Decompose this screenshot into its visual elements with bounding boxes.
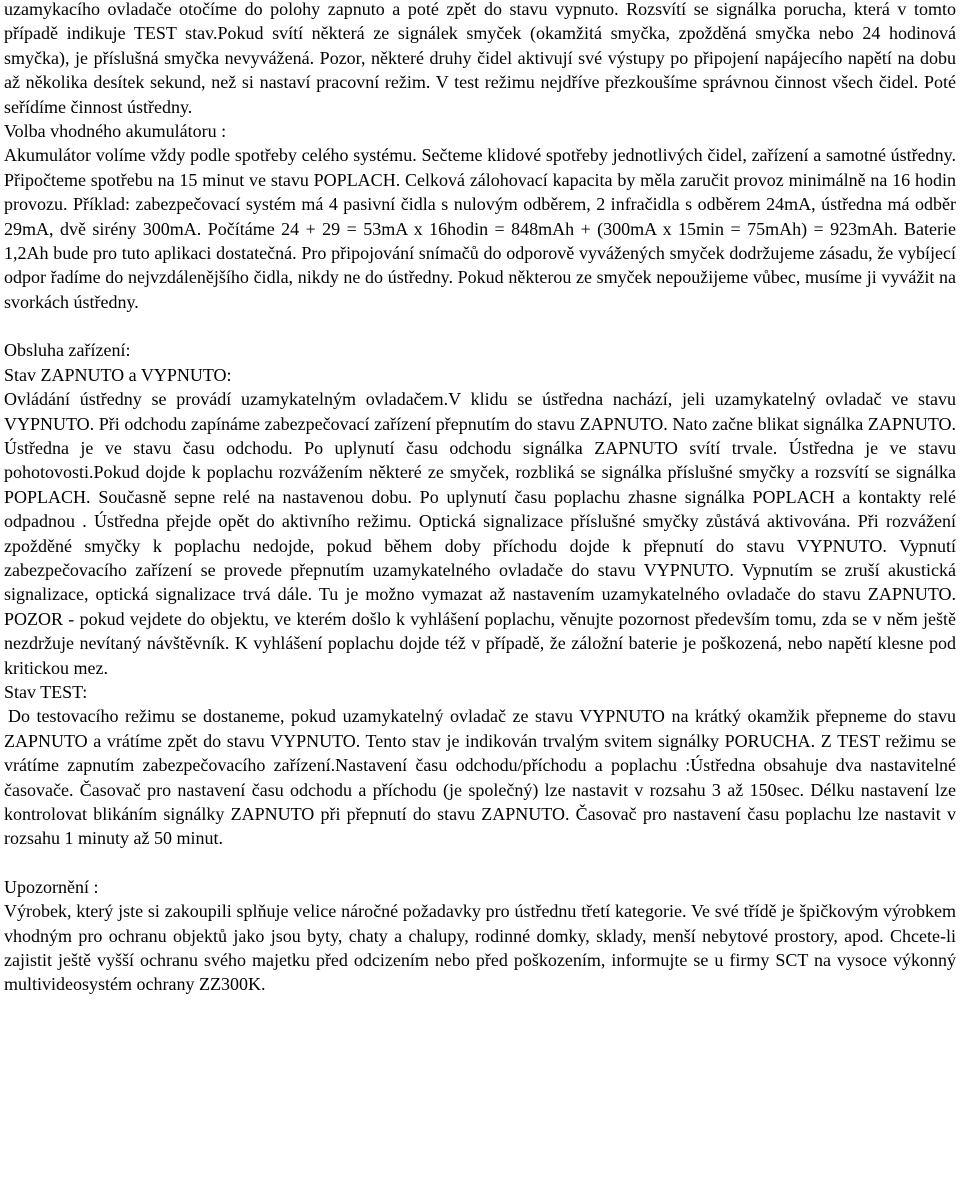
notice-heading: Upozornění : [4,876,99,897]
operation-heading: Obsluha zařízení: [4,340,131,361]
battery-heading: Volba vhodného akumulátoru : [4,121,227,142]
section-spacer [4,851,956,875]
test-subheading: Stav TEST: [4,681,88,702]
test-paragraph: Do testovacího režimu se dostaneme, pokud uzamykatelný ovladač ze stavu VYPNUTO na krátký okamžik přepneme do stavu ZAPNUTO a vrátíme zpět do stavu VYPNUTO. Tento stav je indikován trvalým svitem signálky PORUCHA. Z TEST režimu se vrátíme zapnutím zabezpečovacího zařízení.Nastavení času odchodu/příchodu a poplachu :Ústředna obsahuje dva nastavitelné časovače. Časovač pro nastavení času odchodu a příchodu (je společný) lze nastavit v rozsahu 3 až 150sec. Délku nastavení lze kontrolovat blikáním signálky ZAPNUTO při přepnutí do stavu ZAPNUTO. Časovač pro nastavení času poplachu lze nastavit v rozsahu 1 minuty až 50 minut. [4,706,956,849]
on-off-subheading: Stav ZAPNUTO a VYPNUTO: [4,364,232,385]
notice-paragraph: Výrobek, který jste si zakoupili splňuje velice náročné požadavky pro ústřednu třetí kategorie. Ve své třídě je špičkovým výrobkem vhodným pro ochranu objektů jako jsou byty, chaty a chalupy, rodinné domky, sklady, menší nebytové prostory, apod. Chcete-li zajistit ještě vyšší ochranu svého majetku před odcizením nebo před poškozením, informujte se u firmy SCT na vysoce výkonný multivideosystém ochrany ZZ300K. [4,901,956,995]
intro-paragraph: uzamykacího ovladače otočíme do polohy zapnuto a poté zpět do stavu vypnuto. Rozsvítí se signálka porucha, která v tomto případě indikuje TEST stav.Pokud svítí některá ze signálek smyček (okamžitá smyčka, zpožděná smyčka nebo 24 hodinová smyčka), je příslušná smyčka nevyvážená. Pozor, některé druhy čidel aktivují své výstupy po připojení napájecího napětí na dobu až několika desítek sekund, než si nastaví pracovní režim. V test režimu nejdříve přezkoušíme správnou činnost všech čidel. Poté seřídíme činnost ústředny. [4,0,956,117]
battery-paragraph: Akumulátor volíme vždy podle spotřeby celého systému. Sečteme klidové spotřeby jednotlivých čidel, zařízení a samotné ústředny. Připočteme spotřebu na 15 minut ve stavu POPLACH. Celková zálohovací kapacita by měla zaručit provoz minimálně na 16 hodin provozu. Příklad: zabezpečovací systém má 4 pasivní čidla s nulovým odběrem, 2 infračidla s odběrem 24mA, ústředna má odběr 29mA, dvě sirény 300mA. Počítáme 24 + 29 = 53mA x 16hodin = 848mAh + (300mA x 15min = 75mAh) = 923mAh. Baterie 1,2Ah bude pro tuto aplikaci dostatečná. Pro připojování snímačů do odporově vyvážených smyček dodržujeme zásadu, že vybíjecí odpor řadíme do nejvzdálenějšího čidla, nikdy ne do ústředny. Pokud některou ze smyček nepoužijeme vůbec, musíme ji vyvážit na svorkách ústředny. [4,145,956,312]
section-spacer [4,314,956,338]
on-off-paragraph: Ovládání ústředny se provádí uzamykatelným ovladačem.V klidu se ústředna nachází, jeli uzamykatelný ovladač ve stavu VYPNUTO. Při odchodu zapínáme zabezpečovací zařízení přepnutím do stavu ZAPNUTO. Nato začne blikat signálka ZAPNUTO. Ústředna je ve stavu času odchodu. Po uplynutí času odchodu signálka ZAPNUTO svítí trvale. Ústředna je ve stavu pohotovosti.Pokud dojde k poplachu rozvážením některé ze smyček, rozbliká se signálka příslušné smyčky a rozsvítí se signálka POPLACH. Současně sepne relé na nastavenou dobu. Po uplynutí času poplachu zhasne signálka POPLACH a kontakty relé odpadnou . Ústředna přejde opět do aktivního režimu. Optická signalizace příslušné smyčky zůstává aktivována. Při rozvážení zpožděné smyčky k poplachu nedojde, pokud během doby příchodu dojde k přepnutí do stavu VYPNUTO. Vypnutí zabezpečovacího zařízení se provede přepnutím uzamykatelného ovladače do stavu VYPNUTO. Vypnutím se zruší akustická signalizace, optická signalizace trvá dále. Tu je možno vymazat až nastavením uzamykatelného ovladače do stavu ZAPNUTO. POZOR - pokud vejdete do objektu, ve kterém došlo k vyhlášení poplachu, věnujte pozornost především tomu, zda se v něm ještě nezdržuje nevítaný návštěvník. K vyhlášení poplachu dojde též v případě, že záložní baterie je poškozená, nebo napětí klesne pod kritickou mez. [4,389,956,678]
